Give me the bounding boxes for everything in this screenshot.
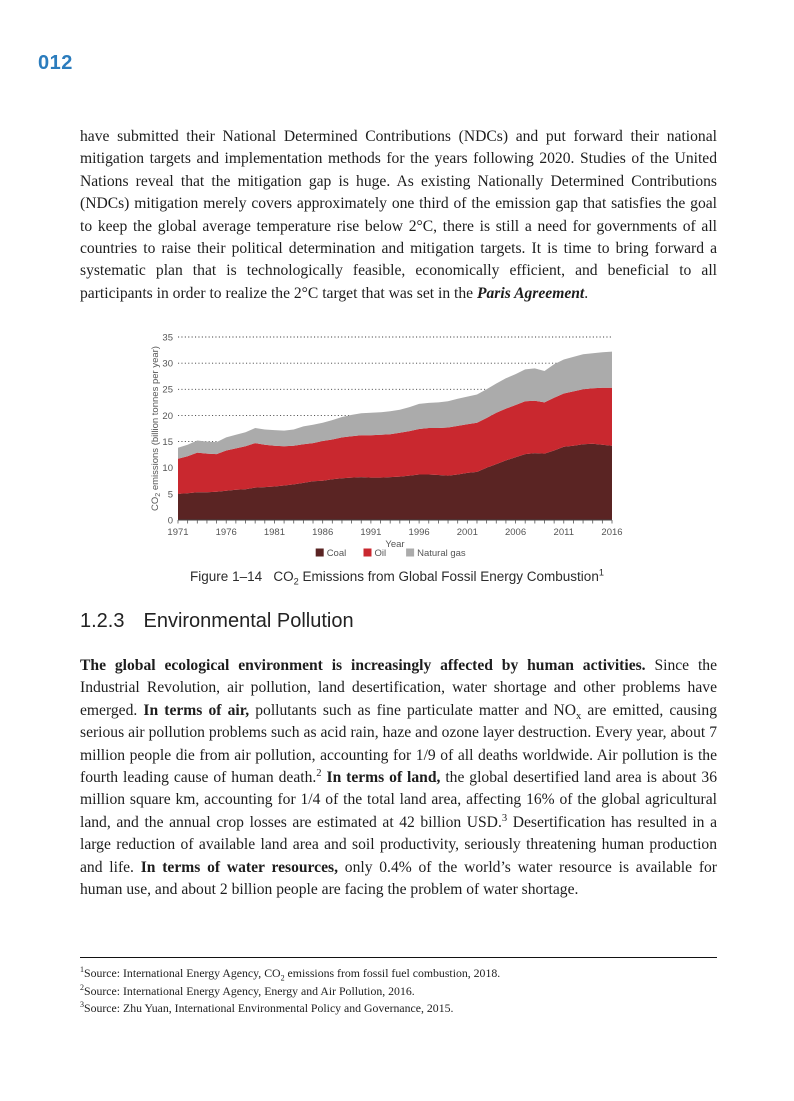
legend-swatch-oil — [364, 549, 372, 557]
y-tick-label: 5 — [167, 489, 173, 501]
legend-label: Coal — [326, 548, 347, 559]
y-tick-label: 30 — [162, 358, 173, 370]
section-number: 1.2.3 — [80, 610, 125, 632]
pollution-paragraph: The global ecological environment is increasingly affected by human activities. Since the Industrial Revolution, air pollution, land desertification, water shortage and other problems have emerged. In terms of air, pollutants such as fine particulate matter and $NO_x$ are emitted, causing serious air pollution problems such as acid rain, haze and ozone layer destruction. Every year, about 7 million people die from air pollution, accounting for 1/9 of all deaths worldwide. Air pollution is the fourth leading cause of human death.$^2$ In terms of land, the global desertified land area is about 36 million square km, accounting for 1/4 of the total land area, affecting 16% of the global agricultural land, and the annual crop losses are estimated at 42 billion USD.$^3$ Desertification has resulted in a large reduction of available land area and soil productivity, seriously threatening human production and life. In terms of water resources, only 0.4% of the world’s water resource is available for human use, and about 2 billion people are facing the problem of water shortage. — [80, 657, 718, 899]
co2-emissions-chart — [148, 330, 630, 572]
y-tick-label: 10 — [162, 463, 173, 475]
footnote-divider — [80, 957, 717, 958]
x-tick-label: 2006 — [504, 527, 527, 538]
x-tick-label: 1991 — [360, 527, 382, 538]
footnote-1: $^1$Source: International Energy Agency, $CO_2$ emissions from fossil fuel combustion, 2018. — [80, 965, 501, 983]
x-tick-label: 1996 — [408, 527, 430, 538]
legend-swatch-coal — [316, 549, 324, 557]
page-number: 012 — [38, 52, 73, 74]
x-tick-label: 2001 — [456, 527, 478, 538]
y-tick-label: 15 — [162, 436, 173, 448]
y-tick-label: 20 — [162, 410, 173, 422]
x-tick-label: 1976 — [215, 527, 237, 538]
y-axis-title: $CO_2$ emissions (billion tonnes per year) — [150, 346, 162, 511]
footnote-2: $^2$Source: International Energy Agency, Energy and Air Pollution, 2016. — [80, 982, 415, 998]
x-ticks — [178, 520, 612, 524]
legend-label: Oil — [374, 548, 387, 559]
intro-paragraph: have submitted their National Determined Contributions (NDCs) and put forward their national mitigation targets and implementation methods for the years following 2020. Studies of the United Nations reveal that the mitigation gap is huge. As existing Nationally Determined Contributions (NDCs) mitigation merely covers approximately one third of the emission gap that satisfies the goal to keep the global average temperature rise below 2°C, there is still a need for governments of all countries to raise their political determination and mitigation targets. It is time to bring forward a systematic plan that is technologically feasible, economically efficient, and beneficial to all participants in order to realize the 2°C target that was set in the Paris Agreement. — [80, 128, 717, 302]
x-tick-label: 1981 — [263, 527, 286, 538]
legend-swatch-natural-gas — [406, 549, 414, 557]
footnotes — [80, 965, 717, 1018]
x-axis-title: Year — [385, 539, 405, 550]
footnote-3: $^3$Source: Zhu Yuan, International Environmental Policy and Governance, 2015. — [80, 1000, 454, 1016]
x-tick-label: 1971 — [167, 527, 189, 538]
section-heading — [80, 610, 354, 633]
x-tick-label: 2016 — [601, 527, 623, 538]
figure-caption: Figure 1–14 $CO_2$ Emissions from Global Fossil Energy Combustion$^1$ — [190, 567, 604, 587]
y-tick-label: 25 — [162, 384, 173, 396]
legend-label: Natural gas — [417, 548, 466, 559]
x-tick-label: 2011 — [553, 527, 574, 538]
y-tick-label: 35 — [162, 332, 173, 344]
x-tick-label: 1986 — [312, 527, 334, 538]
section-title: Environmental Pollution — [143, 610, 354, 632]
y-tick-label: 0 — [167, 515, 173, 527]
